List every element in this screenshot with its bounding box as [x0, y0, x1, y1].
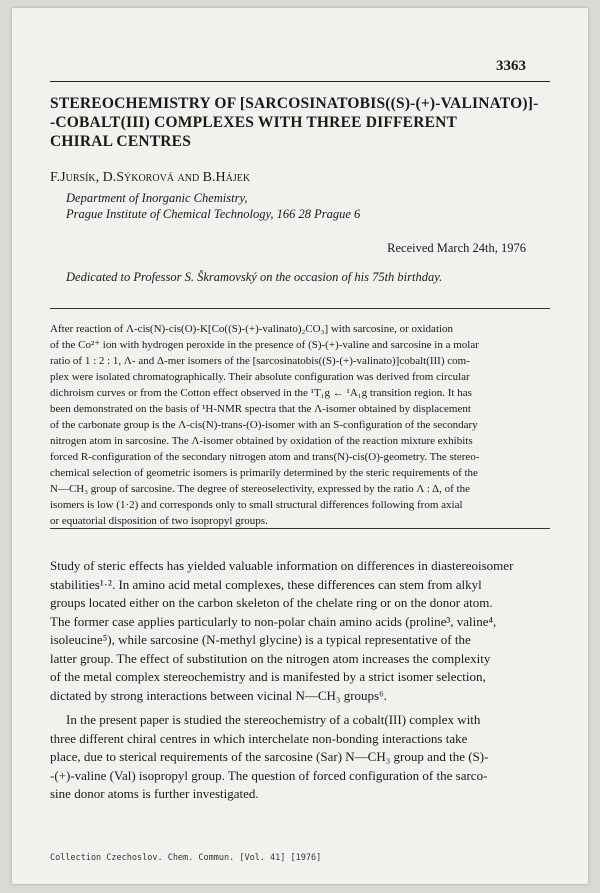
- journal-page: [12, 8, 588, 884]
- abstract-line: ratio of 1 : 2 : 1, Λ- and Δ-mer isomers of the [sarcosinatobis((S)-(+)-valinato)]cobalt(III) com-: [50, 355, 470, 367]
- body-line: sine donor atoms is further investigated.: [50, 786, 259, 801]
- received-date: Received March 24th, 1976: [387, 241, 526, 255]
- body-line: Study of steric effects has yielded valuable information on differences in diastereoisomer: [50, 558, 514, 573]
- abstract-line: of the Co²⁺ ion with hydrogen peroxide in the presence of (S)-(+)-valine and sarcosine in a molar: [50, 339, 479, 351]
- abstract-line: chemical selection of geometric isomers is primarily determined by the steric requirements of the: [50, 467, 478, 479]
- journal-footer: Collection Czechoslov. Chem. Commun. [Vol. 41] [1976]: [50, 853, 322, 863]
- body-line: isoleucine⁵), while sarcosine (N-methyl glycine) is a typical representative of the: [50, 632, 471, 647]
- abstract-rule-bottom: [50, 528, 550, 529]
- affiliation-line: Department of Inorganic Chemistry,: [66, 191, 248, 205]
- body-line: three different chiral centres in which interchelate non-bonding interactions take: [50, 730, 468, 746]
- abstract-line: dichroism curves or from the Cotton effect observed in the ¹T₁g ← ¹A₁g transition region. It has: [50, 387, 472, 399]
- abstract-line: N—CH₃ group of sarcosine. The degree of stereoselectivity, expressed by the ratio Λ : Δ, of the: [50, 483, 470, 495]
- abstract-line: or equatorial disposition of two isopropyl groups.: [50, 515, 268, 527]
- title-line: -COBALT(III) COMPLEXES WITH THREE DIFFERENT: [50, 114, 458, 131]
- title-line: CHIRAL CENTRES: [50, 133, 192, 150]
- body-line: stabilities¹·². In amino acid metal complexes, these differences can stem from alkyl: [50, 576, 482, 592]
- body-line: dictated by strong interactions between vicinal N—CH₃ groups⁶.: [50, 687, 387, 703]
- body-line: The former case applies particularly to non-polar chain amino acids (proline³, valine⁴,: [50, 613, 497, 629]
- body-line: of the metal complex stereochemistry and is manifested by a strict isomer selection,: [50, 669, 486, 684]
- title-line: STEREOCHEMISTRY OF [SARCOSINATOBIS((S)-(+)-VALINATO)]-: [50, 95, 539, 112]
- authors: F.Jursík, D.Sýkorová and B.Hájek: [50, 170, 251, 185]
- page-number: 3363: [496, 58, 526, 74]
- affiliation: [66, 190, 360, 222]
- affiliation-line: Prague Institute of Chemical Technology, 166 28 Prague 6: [66, 207, 361, 221]
- abstract-line: plex were isolated chromatographically. Their absolute configuration was derived from circular: [50, 371, 470, 383]
- header-rule: [50, 81, 550, 82]
- body-line: -(+)-valine (Val) isopropyl group. The question of forced configuration of the sarco-: [50, 767, 488, 783]
- body-line: groups located either on the carbon skeleton of the chelate ring or on the donor atom.: [50, 595, 493, 610]
- abstract-line: isomers is low (1·2) and corresponds only to small structural differences following from axial: [50, 499, 463, 511]
- abstract-line: of the carbonate group is the Λ-cis(N)-trans-(O)-isomer with an S-configuration of the secondary: [50, 419, 478, 431]
- dedication: Dedicated to Professor S. Škramovský on the occasion of his 75th birthday.: [66, 270, 443, 284]
- abstract-line: been demonstrated on the basis of ¹H-NMR spectra that the Λ-isomer obtained by displacement: [50, 403, 471, 415]
- abstract-line: forced R-configuration of the secondary nitrogen atom and trans(N)-cis(O)-geometry. The stereo-: [50, 451, 480, 463]
- body-text: [50, 557, 570, 804]
- abstract-line: nitrogen atom in sarcosine. The Λ-isomer obtained by oxidation of the reaction mixture exhibits: [50, 435, 473, 447]
- abstract: [50, 321, 550, 529]
- abstract-line: After reaction of Λ-cis(N)-cis(O)-K[Co((S)-(+)-valinato)₂CO₃] with sarcosine, or oxidation: [50, 323, 454, 335]
- abstract-rule-top: [50, 308, 550, 309]
- article-title: [50, 94, 570, 151]
- body-line: place, due to sterical requirements of the sarcosine (Sar) N—CH₃ group and the (S)-: [50, 749, 489, 764]
- body-line: In the present paper is studied the stereochemistry of a cobalt(III) complex with: [66, 712, 481, 727]
- body-line: latter group. The effect of substitution on the nitrogen atom increases the complexity: [50, 650, 491, 666]
